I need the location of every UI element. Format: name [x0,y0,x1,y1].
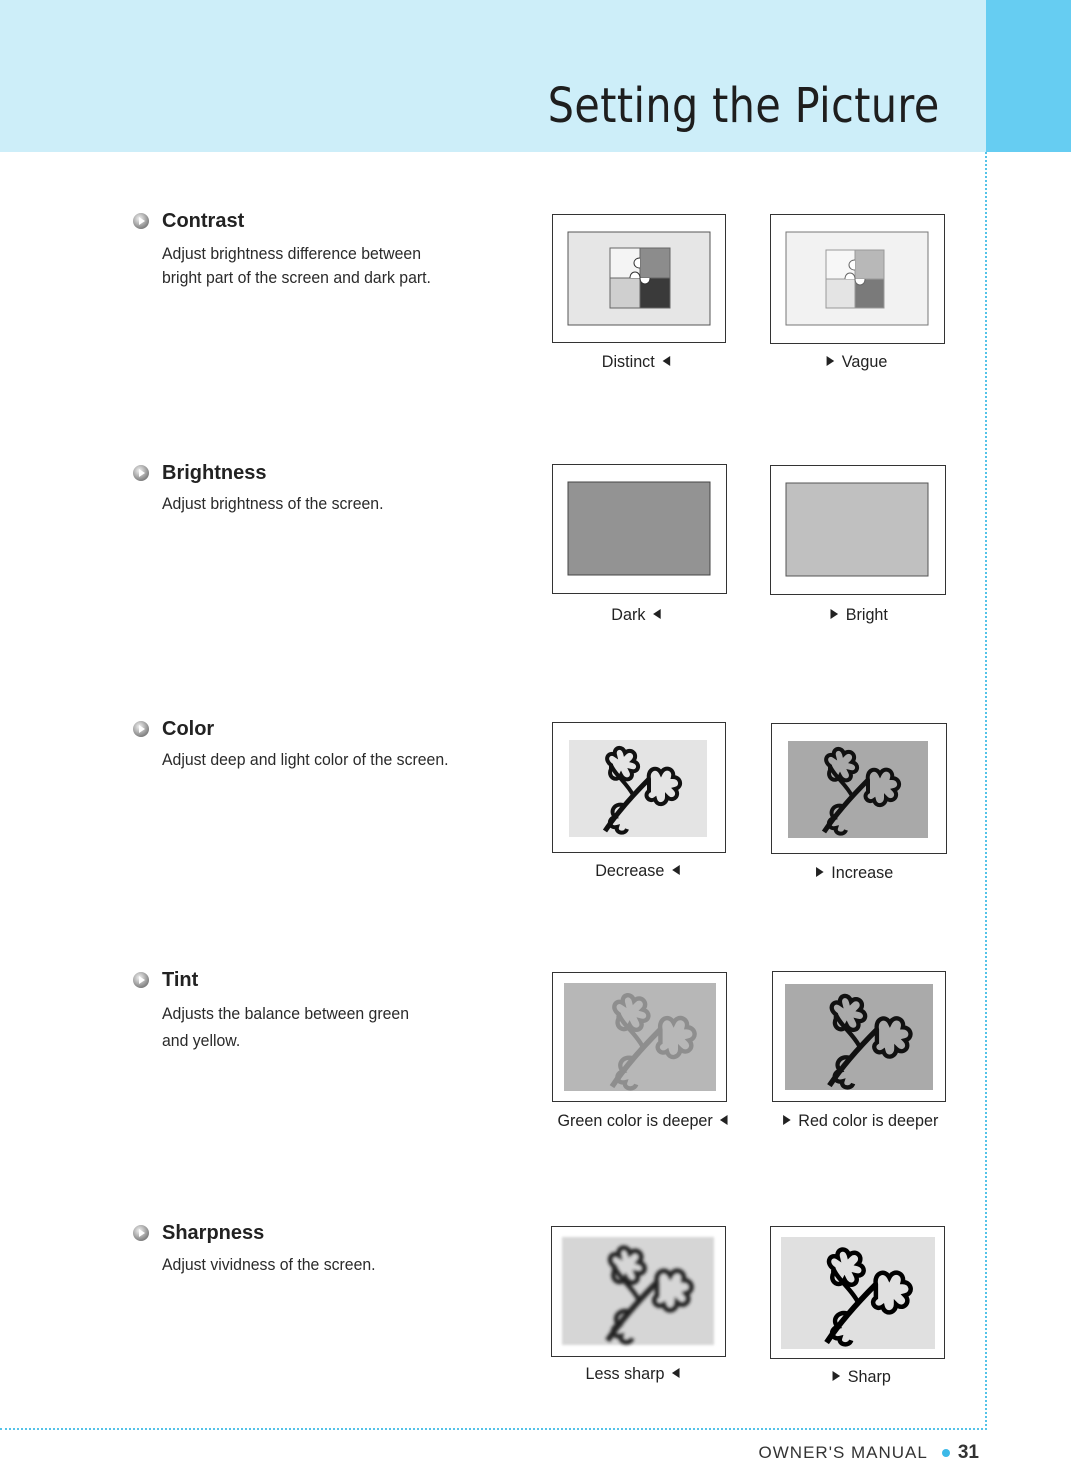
sharpness-sharp-image [770,1226,945,1359]
description-line: Adjust brightness of the screen. [162,494,384,513]
tint-red-image [772,971,946,1102]
description-line: Adjust vividness of the screen. [162,1255,376,1274]
caption-bright [831,605,888,625]
color-increase-image [771,723,947,854]
description-line: Adjusts the balance between green [162,1004,409,1023]
caption-distinct [602,352,670,372]
bullet-icon [133,213,149,229]
arrow-right-icon [827,356,835,366]
caption-text: Green color is deeper [557,1111,713,1130]
caption-text: Increase [831,863,894,882]
caption-text: Red color is deeper [798,1111,939,1130]
description-line: Adjust brightness difference between [162,244,421,263]
caption-text: Distinct [601,352,655,371]
contrast-vague-image [770,214,945,344]
description-line: bright part of the screen and dark part. [162,268,431,287]
sharpness-less-image [551,1226,726,1357]
footer-label: OWNER'S MANUAL [758,1443,928,1462]
caption-text: Less sharp [585,1364,665,1383]
caption-green-deeper [557,1111,728,1131]
dotted-divider-vertical [985,152,987,1430]
arrow-left-icon [672,865,680,875]
caption-text: Sharp [847,1367,891,1386]
tint-green-image [552,972,727,1102]
dotted-divider-horizontal [0,1428,987,1430]
section-title: Tint [162,969,199,991]
arrow-left-icon [720,1115,728,1125]
caption-text: Dark [611,605,646,624]
arrow-left-icon [672,1368,680,1378]
bullet-icon [133,465,149,481]
bullet-icon [133,721,149,737]
section-title: Sharpness [162,1222,265,1244]
caption-red-deeper [783,1111,938,1131]
header-tab [986,0,1071,152]
arrow-left-icon [662,356,670,366]
section-title: Contrast [162,210,245,232]
arrow-left-icon [653,609,661,619]
section-description [162,1000,469,1054]
section-description [162,492,469,516]
color-decrease-image [552,722,726,853]
brightness-dark-image [552,464,727,594]
bullet-icon [133,972,149,988]
caption-increase [816,863,893,883]
caption-sharp [833,1367,891,1387]
section-description [162,1253,469,1277]
brightness-bright-image [770,465,946,595]
section-description [162,242,469,290]
section-description [162,748,469,772]
page-title: Setting the Picture [548,78,940,134]
section-title: Brightness [162,462,267,484]
description-line: Adjust deep and light color of the screen. [162,750,449,769]
caption-vague [827,352,888,372]
caption-less-sharp [585,1364,679,1384]
caption-text: Vague [841,352,888,371]
contrast-distinct-image [552,214,726,343]
section-title: Color [162,718,215,740]
description-line: and yellow. [162,1031,241,1050]
caption-decrease [595,861,679,881]
arrow-right-icon [783,1115,791,1125]
page-number: 31 [957,1442,979,1463]
bullet-icon [133,1225,149,1241]
caption-dark [611,605,660,625]
bullet-dot-icon [942,1449,950,1457]
arrow-right-icon [833,1371,841,1381]
arrow-right-icon [816,867,824,877]
caption-text: Decrease [595,861,665,880]
caption-text: Bright [845,605,888,624]
arrow-right-icon [831,609,839,619]
